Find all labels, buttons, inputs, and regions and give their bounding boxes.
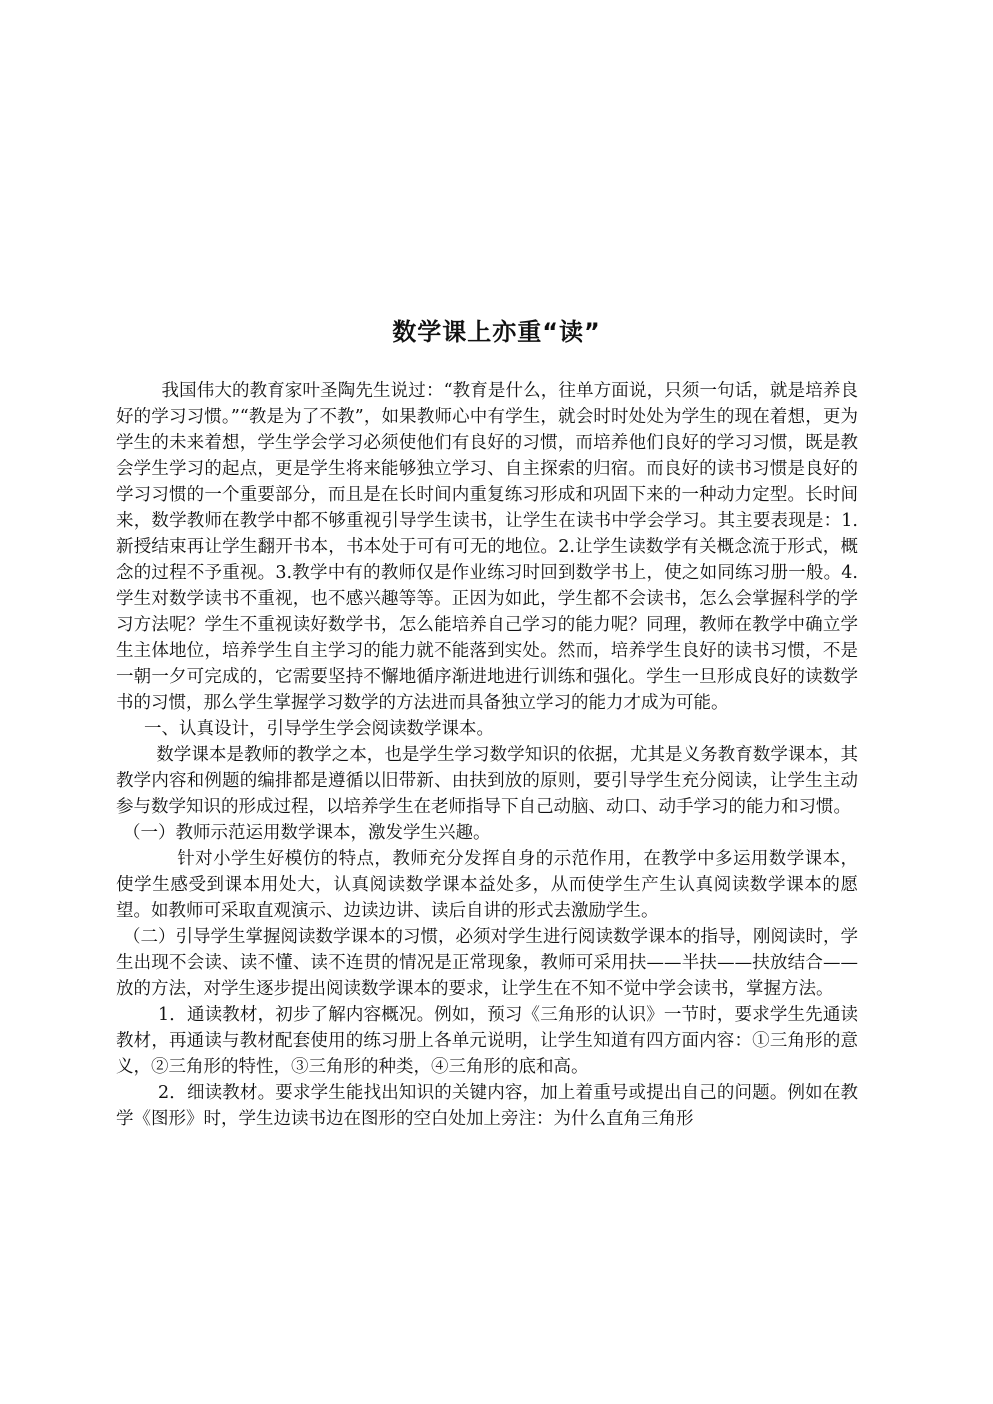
paragraph-guidance: （二）引导学生掌握阅读数学课本的习惯，必须对学生进行阅读数学课本的指导，刚阅读时，学生出现不会读、读不懂、读不连贯的情况是正常现象，教师可采用扶——半扶——扶放结合——放的方法，对学生逐步提出阅读数学课本的要求，让学生在不知不觉中学会读书，掌握方法。 — [116, 927, 858, 999]
paragraph-demonstration: 针对小学生好模仿的特点，教师充分发挥自身的示范作用，在教学中多运用数学课本，使学生感受到课本用处大，认真阅读数学课本益处多，从而使学生产生认真阅读数学课本的愿望。如教师可采取直观演示、边读边讲、读后自讲的形式去激励学生。 — [116, 849, 858, 921]
paragraph-step-1: 1．通读教材，初步了解内容概况。例如，预习《三角形的认识》一节时，要求学生先通读教材，再通读与教材配套使用的练习册上各单元说明，让学生知道有四方面内容：①三角形的意义，②三角形的特性，③三角形的种类，④三角形的底和高。 — [116, 1005, 858, 1077]
paragraph-intro: 我国伟大的教育家叶圣陶先生说过：“教育是什么，往单方面说，只须一句话，就是培养良好的学习习惯。”“教是为了不教”，如果教师心中有学生，就会时时处处为学生的现在着想，更为学生的未来着想，学生学会学习必须使他们有良好的习惯，而培养他们良好的学习习惯，既是教会学生学习的起点，更是学生将来能够独立学习、自主探索的归宿。而良好的读书习惯是良好的学习习惯的一个重要部分，而且是在长时间内重复练习形成和巩固下来的一种动力定型。长时间来，数学教师在教学中都不够重视引导学生读书，让学生在读书中学会学习。其主要表现是：1.新授结束再让学生翻开书本，书本处于可有可无的地位。2.让学生读数学有关概念流于形式，概念的过程不予重视。3.教学中有的教师仅是作业练习时回到数学书上，使之如同练习册一般。4.学生对数学读书不重视，也不感兴趣等等。正因为如此，学生都不会读书，怎么会掌握科学的学习方法呢？学生不重视读好数学书，怎么能培养自己学习的能力呢？同理，教师在教学中确立学生主体地位，培养学生自主学习的能力就不能落到实处。然而，培养学生良好的读书习惯，不是一朝一夕可完成的，它需要坚持不懈地循序渐进地进行训练和强化。学生一旦形成良好的读数学书的习惯，那么学生掌握学习数学的方法进而具备独立学习的能力才成为可能。 — [116, 381, 858, 713]
paragraph-textbook: 数学课本是教师的教学之本，也是学生学习数学知识的依据，尤其是义务教育数学课本，其教学内容和例题的编排都是遵循以旧带新、由扶到放的原则，要引导学生充分阅读，让学生主动参与数学知识的形成过程，以培养学生在老师指导下自己动脑、动口、动手学习的能力和习惯。 — [116, 745, 858, 817]
document-body — [116, 378, 858, 1132]
paragraph-step-2: 2．细读教材。要求学生能找出知识的关键内容，加上着重号或提出自己的问题。例如在教学《图形》时，学生边读书边在图形的空白处加上旁注：为什么直角三角形 — [116, 1083, 858, 1129]
section-heading-1: 一、认真设计，引导学生学会阅读数学课本。 — [144, 719, 494, 739]
subsection-heading-1: （一）教师示范运用数学课本，激发学生兴趣。 — [123, 823, 491, 843]
document-title: 数学课上亦重“读” — [392, 318, 601, 346]
